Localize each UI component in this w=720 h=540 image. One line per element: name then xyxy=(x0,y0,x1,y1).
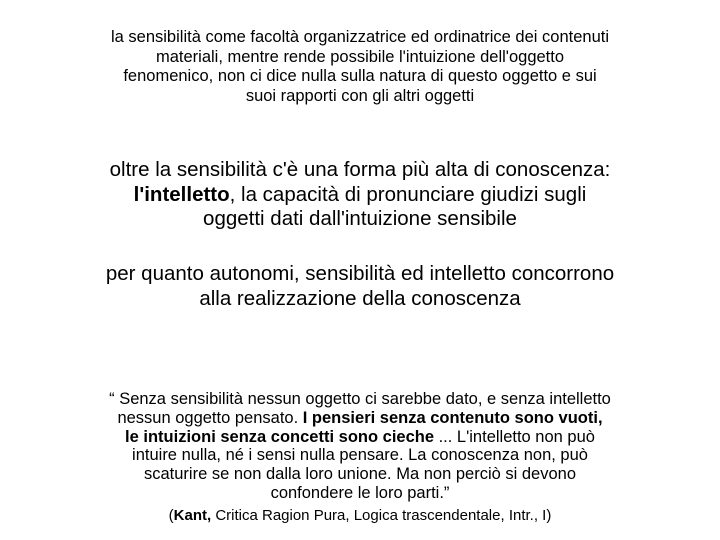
bold-term: l'intelletto xyxy=(133,182,230,206)
text-line: confondere le loro parti.” xyxy=(270,483,450,502)
text-line: alla realizzazione della conoscenza xyxy=(199,286,521,310)
text-line: suoi rapporti con gli altri oggetti xyxy=(245,86,475,105)
text-line: scaturire se non dalla loro unione. Ma non perciò si devono xyxy=(143,465,576,484)
text-line xyxy=(40,409,680,428)
citation-author: Kant, xyxy=(173,507,212,524)
text-line: oltre la sensibilità c'è una forma più alta di conoscenza: xyxy=(109,158,611,181)
text-segment: , la capacità di pronunciare giudizi sugli xyxy=(229,182,587,206)
text-line: oggetti dati dall'intuizione sensibile xyxy=(203,207,517,230)
text-line: materiali, mentre rende possibile l'intuizione dell'oggetto xyxy=(155,47,565,66)
text-line: fenomenico, non ci dice nulla sulla natura di questo oggetto e sui xyxy=(123,67,597,85)
citation xyxy=(40,507,680,525)
text-line xyxy=(40,428,680,447)
text-segment: nessun oggetto pensato. xyxy=(117,408,303,427)
text-line: “ Senza sensibilità nessun oggetto ci sarebbe dato, e senza intelletto xyxy=(109,390,611,408)
text-line: la sensibilità come facoltà organizzatrice ed ordinatrice dei contenuti xyxy=(110,28,610,46)
paragraph-sensibility xyxy=(50,28,670,106)
bold-phrase: I pensieri senza contenuto sono vuoti, xyxy=(302,408,603,427)
paragraph-intellect xyxy=(40,158,680,232)
text-segment: ( xyxy=(168,507,174,524)
text-segment: ... L'intelletto non può xyxy=(434,427,595,446)
text-line: intuire nulla, né i sensi nulla pensare. La conoscenza non, può xyxy=(132,446,588,465)
text-line xyxy=(40,183,680,208)
citation-line xyxy=(40,507,680,525)
bold-phrase: le intuizioni senza concetti sono cieche xyxy=(125,427,435,446)
citation-work: Critica Ragion Pura, Logica trascendentale, Intr., I) xyxy=(211,507,552,524)
kant-quote xyxy=(40,390,680,503)
text-line: per quanto autonomi, sensibilità ed intelletto concorrono xyxy=(105,262,615,285)
paragraph-cooperation xyxy=(40,262,680,311)
